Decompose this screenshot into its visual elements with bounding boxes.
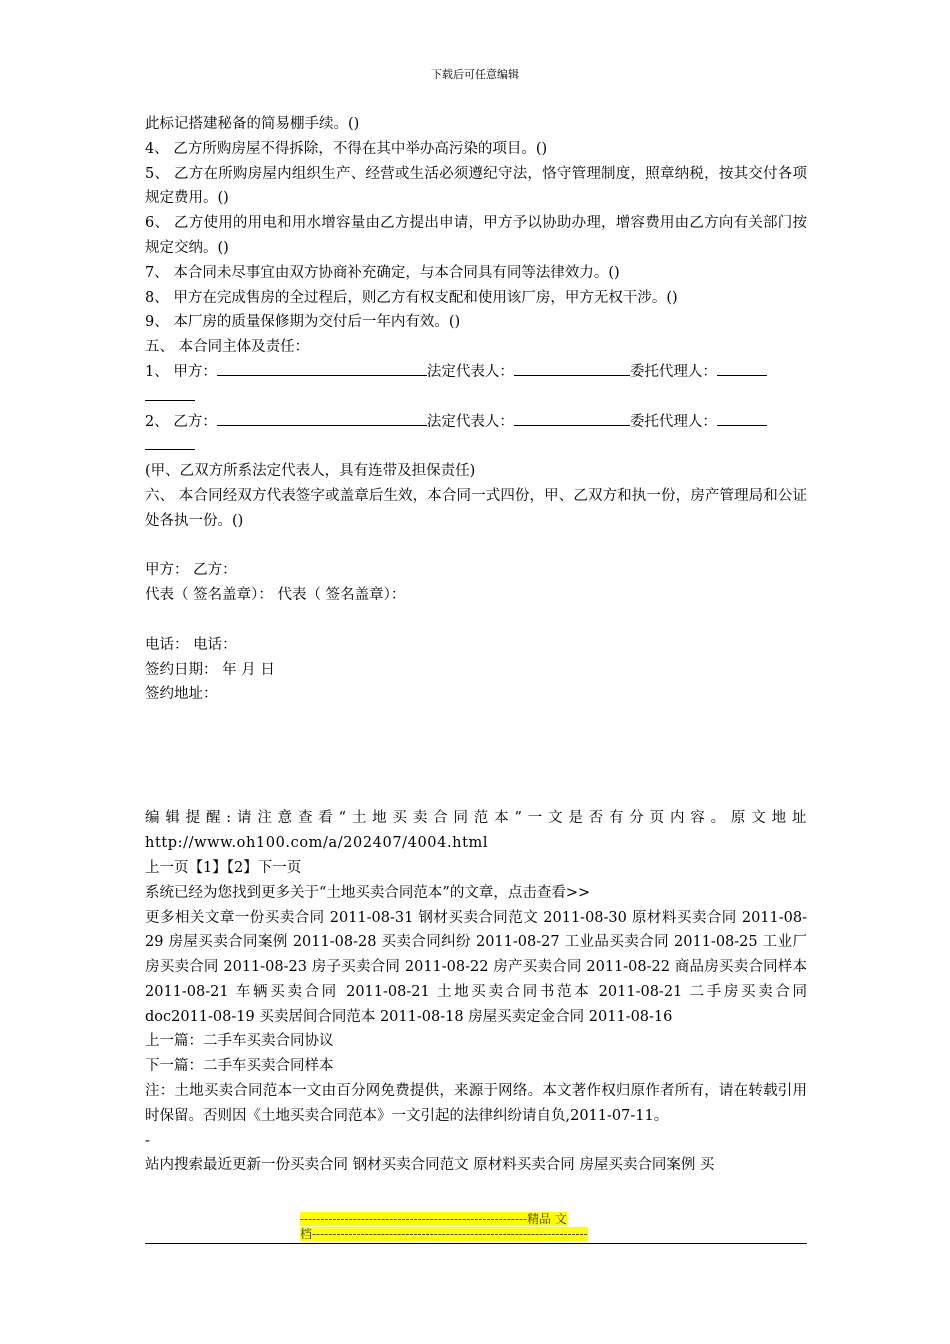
legal-rep-label: 法定代表人： — [426, 363, 514, 380]
agent-blank — [717, 360, 767, 376]
party-b-blank — [217, 410, 427, 426]
section-5-title: 五、 本合同主体及责任： — [145, 339, 310, 356]
clause-7: 7、 本合同未尽事宜由双方协商补充确定，与本合同具有同等法律效力。() — [145, 264, 620, 281]
copyright-note: 注：土地买卖合同范本一文由百分网免费提供，来源于网络。本文著作权归原作者所有，请在转载引用时保留。否则因《土地买卖合同范本》一文引起的法律纠纷请自负,2011-07-11。 — [145, 1083, 807, 1124]
pagination-links[interactable]: 上一页【1】【2】下一页 — [145, 859, 302, 876]
site-search-line: 站内搜索最近更新一份买卖合同 钢材买卖合同范文 原材料买卖合同 房屋买卖合同案例 买 — [145, 1157, 715, 1174]
document-body — [145, 112, 807, 1178]
page-header: 下载后可任意编辑 — [431, 68, 519, 81]
clause-9: 9、 本厂房的质量保修期为交付后一年内有效。() — [145, 314, 461, 331]
party-a-line — [145, 360, 807, 410]
party-a-label: 1、 甲方： — [145, 363, 217, 380]
legal-rep-label: 法定代表人： — [426, 413, 514, 430]
signature-date: 签约日期： 年 月 日 — [145, 661, 275, 678]
next-article-link[interactable]: 下一篇：二手车买卖合同样本 — [145, 1058, 334, 1075]
agent-label: 委托代理人： — [629, 413, 717, 430]
previous-article-link[interactable]: 上一篇：二手车买卖合同协议 — [145, 1033, 334, 1050]
party-b-label: 2、 乙方： — [145, 413, 217, 430]
clause-5: 5、 乙方在所购房屋内组织生产、经营或生活必须遵纪守法，恪守管理制度，照章纳税，按其交付各项规定费用。() — [145, 165, 807, 207]
party-a-blank — [217, 360, 427, 376]
footer-divider — [145, 1243, 807, 1244]
signature-phones: 电话： 电话： — [145, 636, 237, 653]
signature-address: 签约地址： — [145, 686, 218, 703]
legal-rep-blank — [514, 410, 630, 426]
legal-rep-blank — [514, 360, 630, 376]
section-6: 六、 本合同经双方代表签字或盖章后生效，本合同一式四份，甲、乙双方和执一份，房产管理局和公证处各执一份。() — [145, 487, 807, 529]
agent-blank-cont — [145, 385, 195, 401]
signature-parties: 甲方： 乙方： — [145, 562, 237, 579]
clause-6: 6、 乙方使用的用电和用水增容量由乙方提出申请，甲方予以协助办理，增容费用由乙方向有关部门按规定交纳。() — [145, 215, 807, 256]
related-articles: 更多相关文章一份买卖合同 2011-08-31 钢材买卖合同范文 2011-08-30 原材料买卖合同 2011-08-29 房屋买卖合同案例 2011-08-28 买卖合同纠纷 2011-08-27 工业品买卖合同 2011-08-25 工业厂房买卖合同 2011-08-23 房子买卖合同 2011-08-22 房产买卖合同 2011-08-22 商品房买卖合同样本 2011-08-21 车辆买卖合同 2011-08-21 土地买卖合同书范本 2011-08-21 二手房买卖合同 doc2011-08-19 买卖居间合同范本 2011-08-18 房屋买卖定金合同 2011-08-16 — [145, 909, 807, 1025]
footer-watermark — [300, 1212, 588, 1242]
agent-label: 委托代理人： — [629, 363, 717, 380]
footer-line-1: --------------------------------------------------------精品 文 — [300, 1212, 567, 1226]
text-line: 此标记搭建秘备的简易棚手续。() — [145, 116, 360, 132]
dash-line: - — [145, 1132, 150, 1149]
more-articles-link[interactable]: 系统已经为您找到更多关于“土地买卖合同范本”的文章，点击查看>> — [145, 884, 591, 901]
clause-8: 8、 甲方在完成售房的全过程后，则乙方有权支配和使用该厂房，甲方无权干涉。() — [145, 289, 678, 306]
agent-blank-cont — [145, 434, 195, 450]
agent-blank — [717, 410, 767, 426]
joint-liability-note: (甲、乙双方所系法定代表人，具有连带及担保责任) — [145, 463, 476, 480]
footer-line-2: 档-------------------------------------------------------------------- — [300, 1227, 588, 1241]
clause-4: 4、 乙方所购房屋不得拆除，不得在其中举办高污染的项目。() — [145, 140, 548, 157]
editor-note: 编辑提醒:请注意查看“土地买卖合同范本”一文是否有分页内容。原文地址 http://www.oh100.com/a/202407/4004.html — [145, 810, 807, 852]
signature-representatives: 代表（ 签名盖章）： 代表（ 签名盖章）： — [145, 587, 406, 604]
party-b-line — [145, 410, 807, 460]
